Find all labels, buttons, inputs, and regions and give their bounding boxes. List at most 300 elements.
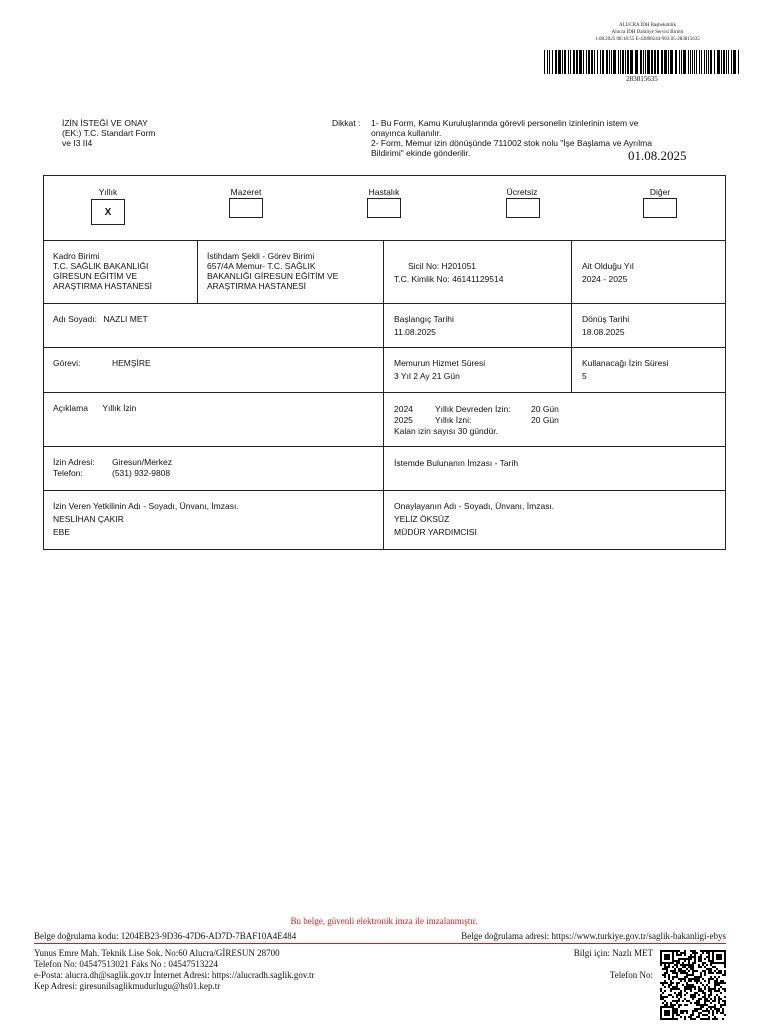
qr-module <box>696 976 698 978</box>
qr-module <box>704 962 706 964</box>
qr-module <box>722 1008 724 1010</box>
barcode-bar <box>714 50 715 74</box>
qr-module <box>680 1012 682 1014</box>
institution-address <box>34 948 434 992</box>
qr-module <box>680 970 682 972</box>
barcode-bar <box>562 50 563 74</box>
checkbox-yillik[interactable]: X <box>91 199 125 225</box>
barcode-bar <box>609 50 610 74</box>
qr-module <box>692 950 694 952</box>
qr-module <box>674 1010 676 1012</box>
qr-module <box>686 976 688 978</box>
dikkat-line: 1- Bu Form, Kamu Kuruluşlarında görevli personelin izinlerinin istem ve <box>371 118 639 128</box>
qr-module <box>688 980 690 982</box>
qr-module <box>706 950 708 952</box>
onaylayan-name: YELİZ ÖKSÜZ <box>394 514 450 524</box>
qr-module <box>714 970 716 972</box>
qr-module <box>698 990 700 992</box>
barcode-bar <box>679 50 680 74</box>
qr-module <box>694 980 696 982</box>
barcode-bar <box>647 50 650 74</box>
qr-module <box>696 992 698 994</box>
qr-module <box>690 964 692 966</box>
qr-module <box>700 1018 702 1020</box>
qr-module <box>684 958 686 960</box>
secure-signature-note: Bu belge, güvenli elektronik imza ile imzalanmıştır. <box>290 916 478 926</box>
qr-module <box>676 1014 678 1016</box>
qr-module <box>722 982 724 984</box>
qr-module <box>694 988 696 990</box>
qr-module <box>690 968 692 970</box>
verify-address[interactable]: Belge doğrulama adresi: https://www.turkiye.gov.tr/saglik-bakanligi-ebys <box>461 931 726 941</box>
qr-module <box>696 1008 698 1010</box>
qr-module <box>682 978 684 980</box>
barcode-bar <box>651 50 653 74</box>
checkbox-hastalik[interactable] <box>367 198 401 218</box>
qr-module <box>724 988 726 990</box>
qr-module <box>672 970 674 972</box>
qr-module <box>698 1000 700 1002</box>
barcode-bar <box>661 50 663 74</box>
qr-module <box>720 970 722 972</box>
qr-module <box>712 1006 714 1008</box>
qr-module <box>704 1002 706 1004</box>
qr-module <box>716 968 718 970</box>
qr-module <box>684 950 686 952</box>
qr-module <box>686 992 688 994</box>
barcode-bar <box>731 50 732 74</box>
qr-module <box>688 964 690 966</box>
barcode-bar <box>668 50 669 74</box>
qr-module <box>688 958 690 960</box>
qr-module <box>712 966 714 968</box>
qr-module <box>688 988 690 990</box>
qr-module <box>702 1014 704 1016</box>
qr-module <box>672 1004 674 1006</box>
barcode-bar <box>710 50 712 74</box>
qr-module <box>714 1006 716 1008</box>
qr-module <box>724 974 726 976</box>
qr-module <box>708 990 710 992</box>
qr-module <box>678 970 680 972</box>
qr-module <box>662 968 664 970</box>
qr-module <box>712 972 714 974</box>
qr-module <box>712 1012 714 1014</box>
qr-module <box>714 986 716 988</box>
barcode-image <box>544 50 740 74</box>
qr-module <box>698 1014 700 1016</box>
qr-module <box>700 974 702 976</box>
qr-module <box>682 1000 684 1002</box>
qr-module <box>690 954 692 956</box>
qr-module <box>706 1018 708 1020</box>
qr-module <box>704 994 706 996</box>
qr-module <box>724 1014 726 1016</box>
qr-module <box>684 952 686 954</box>
kullanacagi-label: Kullanacağı İzin Süresi <box>582 358 669 368</box>
telefon-no-label: Telefon No: <box>609 970 653 980</box>
qr-module <box>698 958 700 960</box>
qr-module <box>722 1004 724 1006</box>
qr-module <box>678 954 680 956</box>
barcode-bar <box>544 50 545 74</box>
onaylayan-label: Onaylayanın Adı - Soyadı, Ünvanı, İmzası. <box>394 501 555 511</box>
qr-module <box>670 982 672 984</box>
qr-module <box>662 992 664 994</box>
qr-module <box>680 972 682 974</box>
barcode-bar <box>723 50 725 74</box>
qr-module <box>676 962 678 964</box>
qr-module <box>686 974 688 976</box>
qr-module <box>676 994 678 996</box>
barcode-bar <box>611 50 612 74</box>
qr-module <box>716 1012 718 1014</box>
qr-module <box>670 970 672 972</box>
qr-module <box>668 978 670 980</box>
qr-module <box>684 986 686 988</box>
qr-module <box>690 978 692 980</box>
qr-module <box>718 972 720 974</box>
qr-module <box>674 988 676 990</box>
qr-module <box>708 1012 710 1014</box>
qr-module <box>690 980 692 982</box>
qr-module <box>724 996 726 998</box>
qr-module <box>678 982 680 984</box>
qr-module <box>710 1008 712 1010</box>
qr-module <box>664 996 666 998</box>
qr-module <box>708 960 710 962</box>
qr-module <box>722 974 724 976</box>
qr-module <box>706 1010 708 1012</box>
barcode-bar <box>558 50 561 74</box>
qr-module <box>694 1008 696 1010</box>
qr-module <box>696 1010 698 1012</box>
qr-module <box>690 990 692 992</box>
qr-module <box>682 966 684 968</box>
barcode-bar <box>591 50 593 74</box>
qr-module <box>676 976 678 978</box>
qr-module <box>680 994 682 996</box>
qr-module <box>680 978 682 980</box>
qr-module <box>698 1012 700 1014</box>
qr-module <box>722 988 724 990</box>
qr-module <box>686 968 688 970</box>
row-divider <box>43 446 726 447</box>
qr-module <box>710 972 712 974</box>
qr-module <box>708 970 710 972</box>
qr-module <box>700 998 702 1000</box>
qr-module <box>706 956 708 958</box>
qr-module <box>684 1010 686 1012</box>
qr-module <box>686 982 688 984</box>
qr-module <box>672 986 674 988</box>
qr-module <box>716 980 718 982</box>
year-2: 2025 <box>394 415 413 425</box>
qr-module <box>664 974 666 976</box>
qr-module <box>694 976 696 978</box>
qr-module <box>724 990 726 992</box>
qr-module <box>710 976 712 978</box>
qr-module <box>682 962 684 964</box>
qr-module <box>690 994 692 996</box>
qr-module <box>688 970 690 972</box>
qr-module <box>684 980 686 982</box>
istemde-label: İstemde Bulunanın İmzası - Tarih <box>394 458 519 468</box>
checkbox-mazeret[interactable] <box>229 198 263 218</box>
qr-module <box>680 990 682 992</box>
qr-module <box>660 988 662 990</box>
ait-value: 2024 - 2025 <box>582 274 628 284</box>
qr-module <box>664 964 666 966</box>
qr-module <box>706 952 708 954</box>
qr-module <box>694 970 696 972</box>
gorev-cell <box>53 358 373 368</box>
qr-module <box>720 1012 722 1014</box>
row-divider <box>43 392 726 393</box>
hizmet-suresi-cell <box>394 358 564 381</box>
barcode-bar <box>694 50 695 74</box>
barcode-bar <box>606 50 608 74</box>
qr-module <box>716 1010 718 1012</box>
qr-module <box>706 1000 708 1002</box>
istihdam-value-line: 657/4A Memur- T.C. SAĞLIK <box>207 261 316 271</box>
barcode-bar <box>640 50 642 74</box>
barcode-bar <box>618 50 619 74</box>
dikkat-label: Dikkat : <box>332 118 361 128</box>
qr-module <box>694 996 696 998</box>
baslangic-value: 11.08.2025 <box>394 327 436 337</box>
footer-divider <box>34 943 726 944</box>
qr-module <box>706 964 708 966</box>
qr-module <box>696 1016 698 1018</box>
qr-module <box>702 996 704 998</box>
barcode-bar <box>675 50 677 74</box>
dikkat-line: 2- Form, Memur izin dönüşünde 711002 stok nolu "İşe Başlama ve Ayrılma <box>371 138 652 148</box>
izin-veren-name: NESLİHAN ÇAKIR <box>53 514 124 524</box>
barcode-bar <box>696 50 697 74</box>
qr-module <box>684 988 686 990</box>
qr-module <box>700 966 702 968</box>
barcode-bar <box>654 50 656 74</box>
barcode-bar <box>555 50 557 74</box>
qr-module <box>704 1004 706 1006</box>
qr-module <box>696 980 698 982</box>
qr-module <box>702 990 704 992</box>
qr-module <box>694 986 696 988</box>
donus-cell <box>582 314 722 337</box>
barcode-bar <box>690 50 691 74</box>
qr-module <box>708 958 710 960</box>
qr-module <box>714 990 716 992</box>
qr-module <box>688 962 690 964</box>
qr-module <box>682 972 684 974</box>
qr-module <box>700 982 702 984</box>
qr-module <box>686 958 688 960</box>
gorev-value: HEMŞİRE <box>112 358 151 368</box>
qr-module <box>718 988 720 990</box>
verify-code: Belge doğrulama kodu: 1204EB23-9D36-47D6-AD7D-7BAF10A4E484 <box>34 931 297 941</box>
qr-module <box>718 984 720 986</box>
kullanacagi-value: 5 <box>582 371 587 381</box>
qr-module <box>662 984 664 986</box>
qr-module <box>694 1018 696 1020</box>
qr-module <box>708 950 710 952</box>
qr-module <box>702 1010 704 1012</box>
leave-type-label-ucretsiz: Ücretsiz <box>506 187 538 197</box>
qr-module <box>700 1006 702 1008</box>
qr-module <box>662 982 664 984</box>
qr-module <box>716 1008 718 1010</box>
qr-module <box>698 998 700 1000</box>
qr-module <box>714 998 716 1000</box>
qr-module <box>668 964 670 966</box>
qr-module <box>700 988 702 990</box>
qr-module <box>674 992 676 994</box>
barcode-bar <box>602 50 604 74</box>
qr-module <box>686 972 688 974</box>
qr-module <box>670 988 672 990</box>
qr-module <box>676 988 678 990</box>
barcode-bar <box>622 50 624 74</box>
qr-module <box>694 1010 696 1012</box>
qr-module <box>666 972 668 974</box>
barcode-bar <box>586 50 587 74</box>
qr-module <box>702 1004 704 1006</box>
qr-module <box>684 976 686 978</box>
barcode-bar <box>600 50 601 74</box>
issuer-header <box>560 22 735 43</box>
barcode-bar <box>643 50 644 74</box>
qr-module <box>716 994 718 996</box>
qr-module <box>672 972 674 974</box>
qr-module <box>692 1012 694 1014</box>
checkbox-diger[interactable] <box>643 198 677 218</box>
qr-module <box>718 1008 720 1010</box>
qr-module <box>712 1014 714 1016</box>
qr-module <box>700 954 702 956</box>
qr-module <box>662 974 664 976</box>
qr-module <box>718 982 720 984</box>
qr-module <box>702 952 704 954</box>
qr-module <box>682 964 684 966</box>
qr-module <box>704 970 706 972</box>
ait-label: Ait Olduğu Yıl <box>582 261 634 271</box>
qr-module <box>704 986 706 988</box>
qr-module <box>718 1000 720 1002</box>
qr-module <box>702 970 704 972</box>
telefon-label: Telefon: <box>53 468 83 478</box>
qr-module <box>676 954 678 956</box>
qr-module <box>686 1010 688 1012</box>
qr-module <box>712 1000 714 1002</box>
qr-module <box>710 992 712 994</box>
dikkat-line: Bildirimi" ekinde gönderilir. <box>371 148 471 158</box>
barcode-bar <box>704 50 705 74</box>
qr-module <box>684 954 686 956</box>
qr-module <box>704 974 706 976</box>
qr-module <box>692 986 694 988</box>
qr-module <box>710 988 712 990</box>
qr-module <box>718 970 720 972</box>
qr-module <box>694 994 696 996</box>
qr-module <box>720 980 722 982</box>
barcode-bar <box>708 50 709 74</box>
qr-module <box>690 988 692 990</box>
qr-module <box>720 1004 722 1006</box>
qr-module <box>668 966 670 968</box>
barcode-bar <box>588 50 590 74</box>
qr-module <box>708 972 710 974</box>
qr-module <box>694 950 696 952</box>
qr-module <box>682 984 684 986</box>
qr-module <box>668 984 670 986</box>
qr-module <box>672 996 674 998</box>
qr-module <box>684 970 686 972</box>
qr-module <box>686 986 688 988</box>
qr-module <box>676 982 678 984</box>
qr-module <box>698 1004 700 1006</box>
qr-module <box>718 990 720 992</box>
qr-module <box>706 1014 708 1016</box>
qr-module <box>692 978 694 980</box>
qr-module <box>666 996 668 998</box>
qr-module <box>700 972 702 974</box>
qr-module <box>694 978 696 980</box>
qr-module <box>710 1006 712 1008</box>
qr-module <box>702 950 704 952</box>
qr-module <box>684 1018 686 1020</box>
qr-module <box>692 952 694 954</box>
qr-module <box>718 976 720 978</box>
qr-module <box>708 980 710 982</box>
qr-module <box>704 1010 706 1012</box>
qr-module <box>712 978 714 980</box>
qr-module <box>680 954 682 956</box>
qr-module <box>708 986 710 988</box>
qr-module <box>682 952 684 954</box>
qr-module <box>668 974 670 976</box>
telefon-value: (531) 932-9808 <box>112 468 171 478</box>
qr-module <box>686 984 688 986</box>
qr-module <box>696 970 698 972</box>
qr-module <box>686 1004 688 1006</box>
qr-module <box>680 952 682 954</box>
qr-module <box>670 980 672 982</box>
qr-module <box>700 950 702 952</box>
qr-module <box>708 1000 710 1002</box>
qr-module <box>676 972 678 974</box>
aciklama-value: Yıllık İzin <box>102 403 137 413</box>
qr-module <box>676 964 678 966</box>
qr-module <box>672 988 674 990</box>
qr-module <box>678 1006 680 1008</box>
qr-module <box>664 1000 666 1002</box>
qr-module <box>694 960 696 962</box>
barcode-bar <box>552 50 553 74</box>
qr-module <box>712 988 714 990</box>
kadro-value-line: ARAŞTIRMA HASTANESİ <box>53 281 153 291</box>
leave-type-label-diger: Diğer <box>649 187 671 197</box>
checkbox-ucretsiz[interactable] <box>506 198 540 218</box>
qr-module <box>720 998 722 1000</box>
qr-module <box>724 982 726 984</box>
qr-module <box>684 960 686 962</box>
qr-module <box>678 994 680 996</box>
qr-module <box>662 996 664 998</box>
qr-module <box>710 964 712 966</box>
qr-module <box>676 1018 678 1020</box>
qr-module <box>692 974 694 976</box>
